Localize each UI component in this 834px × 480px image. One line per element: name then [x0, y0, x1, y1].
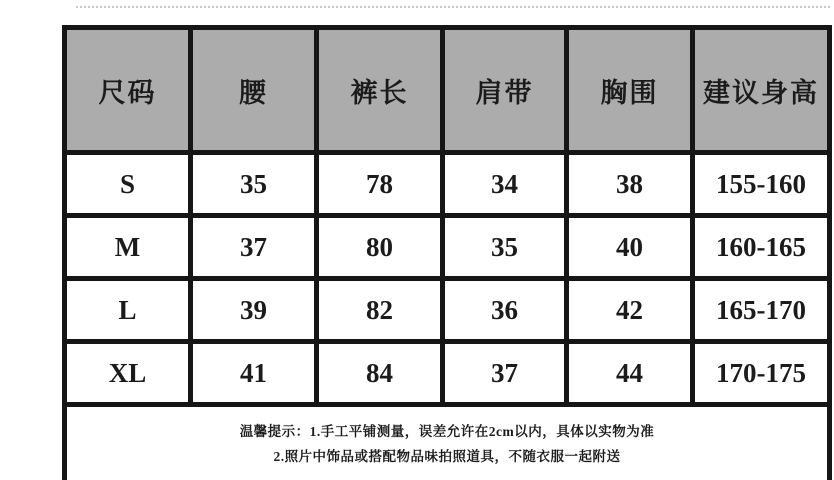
notes-cell	[65, 405, 830, 480]
cell-pants-length: 80	[317, 216, 443, 279]
cell-size: M	[65, 216, 191, 279]
cell-size: XL	[65, 342, 191, 405]
cell-strap: 37	[443, 342, 567, 405]
table-row-s	[65, 153, 830, 216]
cell-bust: 38	[567, 153, 693, 216]
cell-waist: 39	[191, 279, 317, 342]
col-header-pants-length: 裤长	[317, 28, 443, 153]
dotted-divider	[76, 6, 830, 8]
table-row-l	[65, 279, 830, 342]
cell-strap: 36	[443, 279, 567, 342]
note-line-1: 温馨提示：1.手工平铺测量，误差允许在2cm以内，具体以实物为准	[239, 424, 655, 439]
table-row-m	[65, 216, 830, 279]
col-header-bust: 胸围	[567, 28, 693, 153]
cell-waist: 37	[191, 216, 317, 279]
table-header-row	[65, 28, 830, 153]
cell-size: L	[65, 279, 191, 342]
notes-row	[65, 405, 830, 480]
cell-strap: 35	[443, 216, 567, 279]
col-header-suggested-height: 建议身高	[693, 28, 830, 153]
table-row-xl	[65, 342, 830, 405]
cell-suggested-height: 155-160	[693, 153, 830, 216]
cell-pants-length: 82	[317, 279, 443, 342]
note-line-2: 2.照片中饰品或搭配物品味拍照道具，不随衣服一起附送	[273, 449, 621, 464]
col-header-strap: 肩带	[443, 28, 567, 153]
col-header-size: 尺码	[65, 28, 191, 153]
cell-suggested-height: 170-175	[693, 342, 830, 405]
cell-size: S	[65, 153, 191, 216]
size-chart-table	[62, 25, 832, 480]
cell-strap: 34	[443, 153, 567, 216]
cell-suggested-height: 160-165	[693, 216, 830, 279]
cell-suggested-height: 165-170	[693, 279, 830, 342]
cell-pants-length: 78	[317, 153, 443, 216]
cell-bust: 40	[567, 216, 693, 279]
cell-pants-length: 84	[317, 342, 443, 405]
col-header-waist: 腰	[191, 28, 317, 153]
cell-bust: 42	[567, 279, 693, 342]
cell-waist: 41	[191, 342, 317, 405]
cell-bust: 44	[567, 342, 693, 405]
cell-waist: 35	[191, 153, 317, 216]
